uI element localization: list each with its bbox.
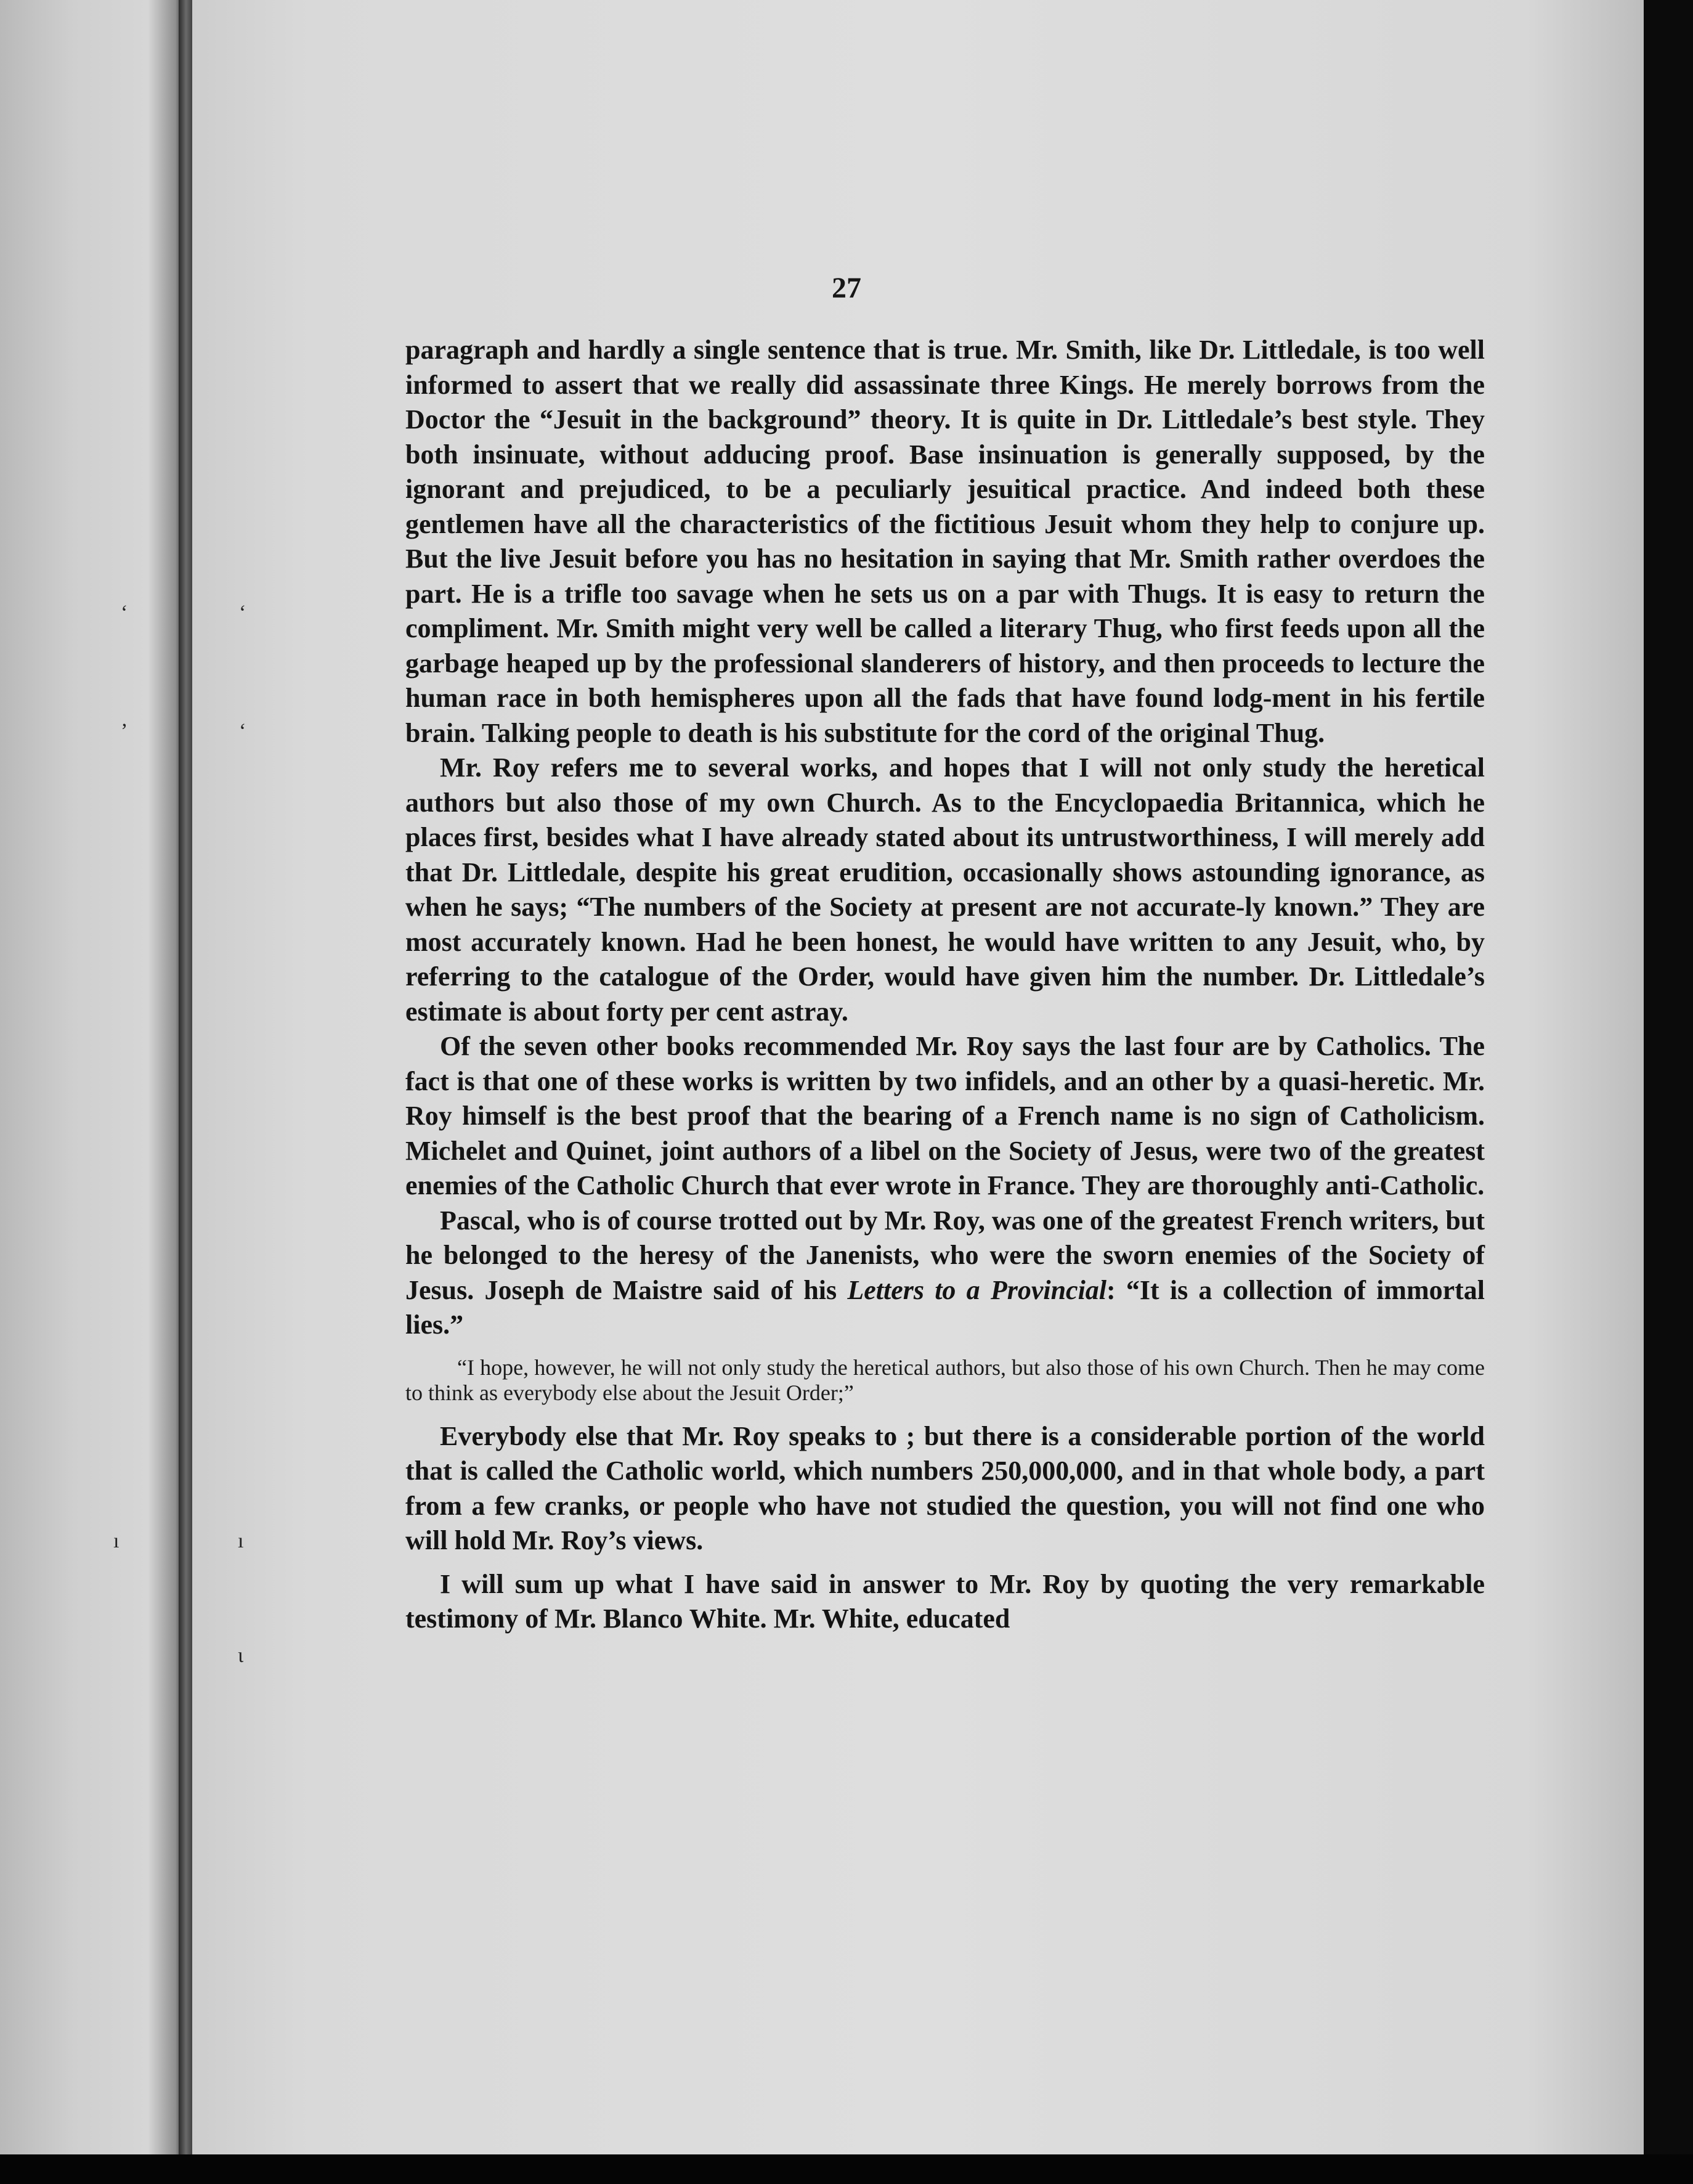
book-spine (179, 0, 193, 2184)
paragraph-smith: paragraph and hardly a single sentence that is true. Mr. Smith, like Dr. Littledale, is too well informed to assert that we really did assassinate three Kings. He merely borrows from the Doctor the “Jesuit in the background” theory. It is quite in Dr. Littledale’s best style. They both insinuate, without adducing proof. Base insinuation is generally supposed, by the ignorant and prejudiced, to be a peculiarly jesuitical practice. And indeed both these gentlemen have all the characteristics of the fictitious Jesuit whom they help to conjure up. But the live Jesuit before you has no hesitation in saying that Mr. Smith rather overdoes the part. He is a trifle too savage when he sets us on a par with Thugs. It is easy to return the compliment. Mr. Smith might very well be called a literary Thug, who first feeds upon all the garbage heaped up by the professional slanderers of history, and then proceeds to lecture the human race in both hemispheres upon all the fads that have found lodg-ment in his fertile brain. Talking people to death is his substitute for the cord of the original Thug. (405, 335, 1485, 748)
right-scan-border (1644, 0, 1693, 2184)
bottom-scan-border (0, 2154, 1693, 2184)
book-title-italic: Letters to a Provincial (847, 1274, 1107, 1305)
block-quote: “I hope, however, he will not only study the heretical authors, but also those of his own Church. Then he may come to think as everybody else about the Jesuit Order;” (405, 1355, 1485, 1405)
paragraph-gap (405, 1559, 1485, 1567)
page-number: 27 (832, 272, 861, 304)
margin-mark: ʻ (239, 720, 246, 743)
paragraph-seven-books: Of the seven other books recommended Mr. Roy says the last four are by Catholics. The fact is that one of these works is written by two infidels, and an other by a quasi-heretic. Mr. Roy himself is the best proof that the bearing of a French name is no sign of Catholicism. Michelet and Quinet, joint authors of a libel on the Society of Jesus, were two of the greatest enemies of the Catholic Church that ever wrote in France. They are thoroughly anti-Catholic. (405, 1031, 1485, 1200)
margin-mark: ı (113, 1530, 120, 1552)
margin-mark: ɩ (238, 1644, 244, 1667)
paragraph-blanco-white: I will sum up what I have said in answer to Mr. Roy by quoting the very remarkable testimony of Mr. Blanco White. Mr. White, educated (405, 1568, 1485, 1634)
paragraph-pascal (405, 1204, 1485, 1343)
margin-mark: ʻ (239, 601, 246, 624)
margin-mark: ʻ (121, 601, 128, 624)
paragraph-everybody-else: Everybody else that Mr. Roy speaks to ; but there is a considerable portion of the world that is called the Catholic world, which numbers 250,000,000, and in that whole body, a part from a few cranks, or people who have not studied the question, you will not find one who will hold Mr. Roy’s views. (405, 1420, 1485, 1555)
paragraph-roy-works: Mr. Roy refers me to several works, and hopes that I will not only study the heretical authors but also those of my own Church. As to the Encyclopaedia Britannica, which he places first, besides what I have already stated about its untrustworthiness, I will merely add that Dr. Littledale, despite his great erudition, occasionally shows astounding ignorance, as when he says; “The numbers of the Society at present are not accurate-ly known.” They are most accurately known. Had he been honest, he would have written to any Jesuit, who, by referring to the catalogue of the Order, would have given him the number. Dr. Littledale’s estimate is about forty per cent astray. (405, 752, 1485, 1027)
body-text (405, 333, 1485, 1637)
margin-mark: ı (238, 1530, 244, 1552)
margin-mark: ʼ (121, 720, 128, 743)
pascal-text: Pascal, who is of course trotted out by Mr. Roy, was one of the greatest French writers, but he belonged to the heresy of the Janenists, who were the sworn enemies of the Society of Jesus. Joseph de Maistre said of his (405, 1205, 1485, 1305)
pascal-text-end: : “It is a collection of immortal lies.” (405, 1274, 1485, 1340)
facing-page-edge (0, 0, 185, 2184)
